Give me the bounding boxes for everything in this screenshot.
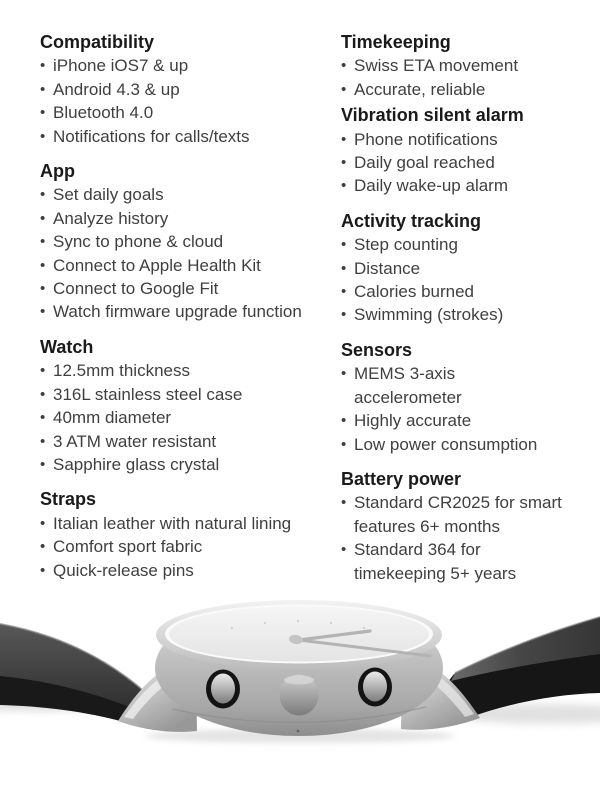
spec-item-text: MEMS 3-axis accelerometer: [354, 364, 462, 407]
bullet-icon: •: [40, 209, 46, 227]
spec-list: [341, 362, 565, 456]
bullet-icon: •: [40, 514, 46, 532]
bullet-icon: •: [40, 233, 46, 251]
spec-item: [40, 559, 341, 582]
spec-item-text: Sync to phone & cloud: [53, 232, 224, 252]
bullet-icon: •: [40, 80, 46, 98]
spec-section-sensors: [341, 339, 565, 456]
spec-list: [341, 491, 565, 585]
spec-column-left: [40, 31, 341, 582]
bullet-icon: •: [341, 283, 347, 301]
bullet-icon: •: [40, 432, 46, 450]
spec-item-text: Daily wake-up alarm: [354, 176, 508, 196]
spec-item: [40, 125, 341, 148]
bullet-icon: •: [40, 362, 46, 380]
spec-section-title: Timekeeping: [341, 32, 451, 52]
spec-item-text: Analyze history: [53, 208, 169, 228]
watch-crown: [280, 675, 319, 716]
spec-item: [341, 128, 565, 151]
bullet-icon: •: [341, 435, 347, 453]
spec-item-text: Accurate, reliable: [354, 79, 486, 99]
bullet-icon: •: [341, 154, 347, 172]
spec-item-text: Quick-release pins: [53, 560, 194, 580]
spec-item: [341, 78, 565, 101]
watch-dial: [156, 600, 442, 670]
spec-item-text: Set daily goals: [53, 185, 164, 205]
spec-item-text: Watch firmware upgrade function: [53, 302, 302, 322]
spec-item-text: 3 ATM water resistant: [53, 431, 217, 451]
spec-section-timekeeping: [341, 31, 565, 101]
spec-item-text: Standard 364 for timekeeping 5+ years: [354, 540, 517, 583]
spec-item-text: 40mm diameter: [53, 408, 172, 428]
spec-item-text: Swimming (strokes): [354, 305, 504, 325]
spec-item: [40, 183, 341, 206]
spec-item-text: Distance: [354, 258, 421, 278]
spec-list: [40, 54, 341, 148]
bullet-icon: •: [341, 259, 347, 277]
spec-item: [341, 362, 565, 409]
spec-item-text: Low power consumption: [354, 434, 538, 454]
spec-item-text: Calories burned: [354, 282, 475, 302]
spec-item: [341, 280, 565, 303]
spec-item-text: Android 4.3 & up: [53, 79, 180, 99]
spec-item: [341, 174, 565, 197]
bullet-icon: •: [341, 57, 347, 75]
spec-item: [341, 433, 565, 456]
bullet-icon: •: [40, 561, 46, 579]
spec-section-activity-tracking: [341, 210, 565, 327]
watch-pusher-right: [358, 668, 392, 707]
spec-item: [341, 409, 565, 432]
bullet-icon: •: [341, 80, 347, 98]
spec-item: [341, 54, 565, 77]
spec-section-title: Activity tracking: [341, 210, 482, 231]
spec-item-text: Italian leather with natural lining: [53, 513, 292, 533]
spec-item: [40, 406, 341, 429]
spec-item: [40, 383, 341, 406]
bullet-icon: •: [40, 303, 46, 321]
watch-side-photo: [0, 590, 600, 796]
spec-section-title: Compatibility: [40, 32, 155, 52]
spec-section-app: [40, 160, 341, 324]
bullet-icon: •: [341, 130, 347, 148]
bullet-icon: •: [341, 365, 347, 383]
bullet-icon: •: [341, 541, 347, 559]
bullet-icon: •: [341, 412, 347, 430]
bullet-icon: •: [40, 104, 46, 122]
spec-list: [40, 359, 341, 476]
spec-section-straps: [40, 488, 341, 582]
spec-item: [40, 207, 341, 230]
spec-section-title: Vibration silent alarm: [341, 105, 524, 126]
spec-columns: [40, 31, 565, 585]
spec-item: [40, 359, 341, 382]
bullet-icon: •: [40, 385, 46, 403]
spec-list: [40, 183, 341, 323]
caseback-detail-dot: [297, 730, 300, 733]
spec-section-battery-power: [341, 468, 565, 585]
spec-item-text: Standard CR2025 for smart features 6+ months: [354, 493, 562, 536]
spec-item-text: Bluetooth 4.0: [53, 103, 154, 123]
watch-pusher-left: [206, 670, 240, 709]
spec-section-title: App: [40, 161, 75, 182]
spec-item-text: Daily goal reached: [354, 153, 495, 173]
bullet-icon: •: [341, 494, 347, 512]
spec-item: [40, 453, 341, 476]
spec-item-text: Swiss ETA movement: [354, 56, 519, 76]
spec-section-title: Sensors: [341, 339, 413, 360]
spec-item-text: 12.5mm thickness: [53, 361, 190, 381]
bullet-icon: •: [40, 280, 46, 298]
bullet-icon: •: [40, 538, 46, 556]
spec-item-text: Sapphire glass crystal: [53, 454, 220, 474]
spec-item: [40, 101, 341, 124]
spec-item-text: Highly accurate: [354, 411, 472, 431]
spec-item-text: Notifications for calls/texts: [53, 126, 250, 146]
bullet-icon: •: [40, 409, 46, 427]
bullet-icon: •: [40, 256, 46, 274]
spec-item: [40, 512, 341, 535]
spec-item: [40, 230, 341, 253]
spec-column-right: [341, 31, 565, 585]
spec-item: [341, 303, 565, 326]
spec-item: [40, 54, 341, 77]
bullet-icon: •: [341, 236, 347, 254]
watch-strap-right: [447, 617, 600, 717]
spec-list: [341, 128, 565, 198]
spec-section-watch: [40, 336, 341, 476]
spec-list: [341, 54, 565, 101]
spec-item: [341, 233, 565, 256]
spec-section-title: Watch: [40, 336, 94, 357]
bullet-icon: •: [40, 127, 46, 145]
bullet-icon: •: [341, 177, 347, 195]
spec-item: [341, 257, 565, 280]
spec-section-compatibility: [40, 31, 341, 148]
spec-item: [341, 538, 565, 585]
spec-item-text: Comfort sport fabric: [53, 537, 203, 557]
spec-item-text: Connect to Apple Health Kit: [53, 255, 261, 275]
spec-list: [40, 512, 341, 582]
spec-item: [40, 300, 341, 323]
spec-section-title: Straps: [40, 489, 97, 510]
spec-list: [341, 233, 565, 327]
spec-section-vibration-silent-alarm: [341, 104, 565, 198]
spec-item-text: Phone notifications: [354, 129, 498, 149]
bullet-icon: •: [341, 306, 347, 324]
spec-item-text: iPhone iOS7 & up: [53, 56, 189, 76]
spec-item-text: Connect to Google Fit: [53, 279, 219, 299]
spec-item: [341, 491, 565, 538]
bullet-icon: •: [40, 455, 46, 473]
spec-item: [40, 430, 341, 453]
bullet-icon: •: [40, 186, 46, 204]
spec-item: [341, 151, 565, 174]
bullet-icon: •: [40, 57, 46, 75]
spec-item-text: Step counting: [354, 235, 458, 255]
spec-item: [40, 254, 341, 277]
spec-item: [40, 78, 341, 101]
spec-item: [40, 277, 341, 300]
spec-section-title: Battery power: [341, 468, 462, 489]
spec-item: [40, 535, 341, 558]
spec-item-text: 316L stainless steel case: [53, 384, 243, 404]
